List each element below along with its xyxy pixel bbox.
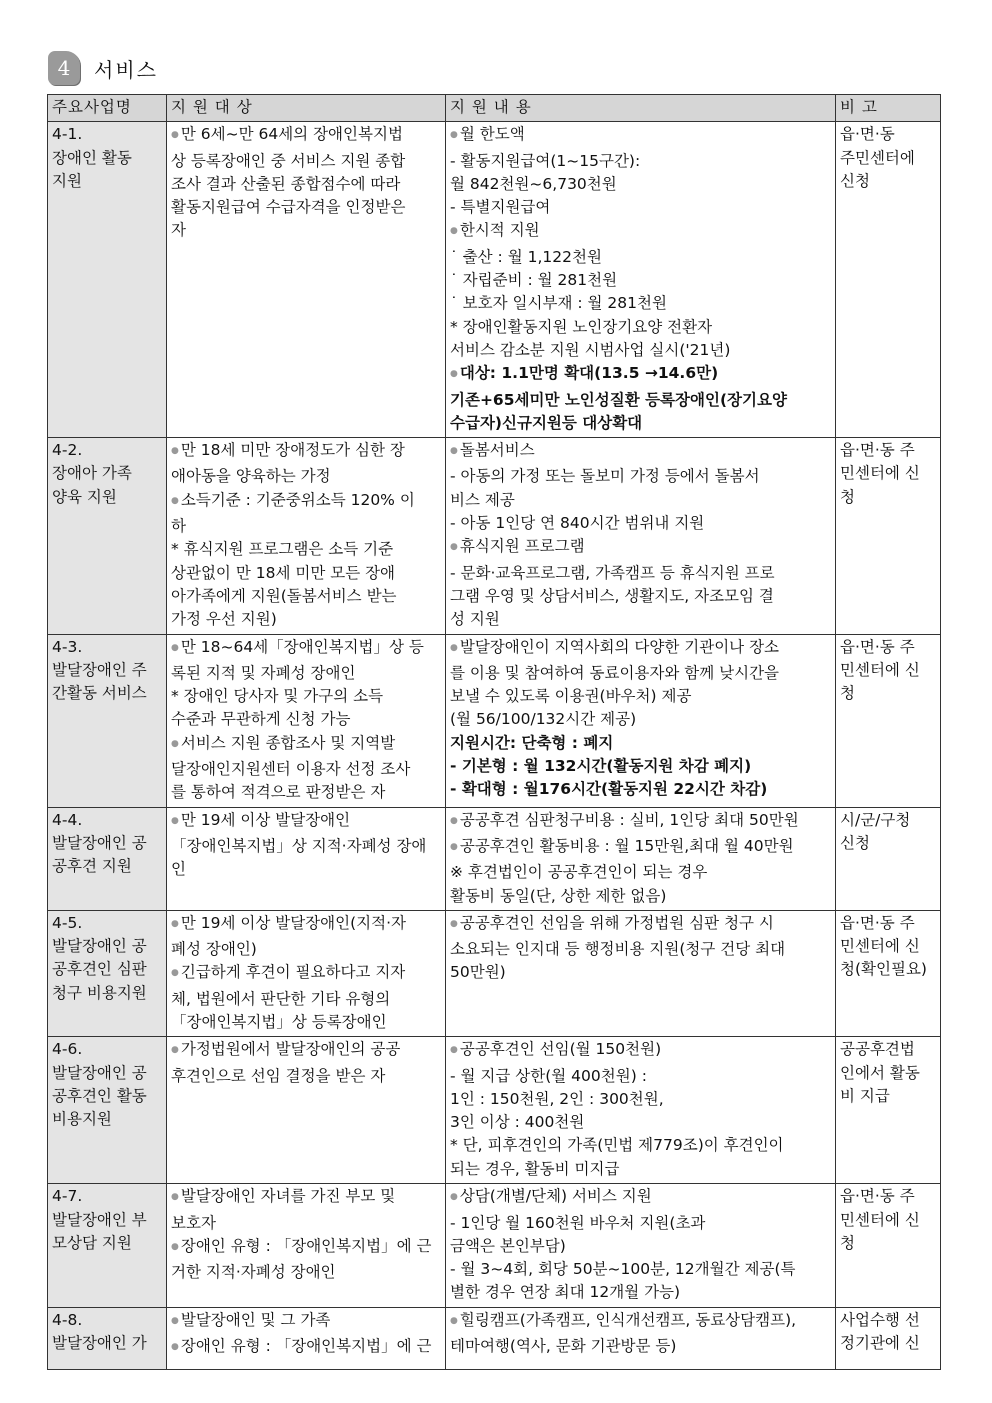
- cell-line: 3인 이상 : 400천원: [450, 1113, 585, 1132]
- cell-line: 활동비 동일(단, 상한 제한 없음): [450, 886, 667, 905]
- note-cell: [836, 1037, 941, 1184]
- note-cell: [836, 634, 941, 807]
- section-number-badge: 4: [48, 51, 80, 85]
- cell-line: 수준과 무관하게 신청 가능: [171, 710, 351, 729]
- cell-line: - 문화·교육프로그램, 가족캠프 등 휴식지원 프로: [450, 563, 775, 582]
- business-name-cell: [48, 1184, 167, 1307]
- cell-line: 청: [840, 684, 855, 703]
- cell-line: ● 돌봄서비스: [450, 439, 831, 465]
- section-title: 서비스: [94, 57, 158, 82]
- cell-line: 공후견 지원: [52, 857, 132, 876]
- cell-line: 애아동을 양육하는 가정: [171, 467, 331, 486]
- header-note: 비 고: [836, 95, 941, 122]
- cell-line: 50만원): [450, 963, 506, 982]
- business-name-cell: [48, 1037, 167, 1184]
- cell-line: * 휴식지원 프로그램은 소득 기준: [171, 540, 394, 559]
- cell-line: 4-5.: [52, 913, 83, 932]
- cell-line: ● 소득기준 : 기준중위소득 120% 이: [171, 489, 441, 515]
- note-cell: [836, 122, 941, 438]
- cell-line: ● 만 19세 이상 발달장애인(지적·자: [171, 912, 441, 938]
- cell-line: 발달장애인 공: [52, 833, 147, 852]
- note-cell: [836, 1307, 941, 1369]
- note-cell: [836, 438, 941, 634]
- note-cell: [836, 807, 941, 910]
- cell-line: 4-6.: [52, 1040, 83, 1059]
- services-table: [47, 94, 941, 1370]
- cell-line: ● 긴급하게 후견이 필요하다고 지자: [171, 961, 441, 987]
- cell-line: - 기본형 : 월 132시간(활동지원 차감 폐지): [450, 757, 752, 776]
- cell-line: ● 만 18세 미만 장애정도가 심한 장: [171, 439, 441, 465]
- cell-line: ● 휴식지원 프로그램: [450, 535, 831, 561]
- support-target-cell: [167, 1307, 446, 1369]
- header-business-name: 주요사업명: [48, 95, 167, 122]
- cell-line: 하: [171, 517, 186, 536]
- cell-line: 인에서 활동: [840, 1063, 920, 1082]
- cell-line: 청(확인필요): [840, 960, 927, 979]
- cell-line: ● 월 한도액: [450, 123, 831, 149]
- header-support-target: 지 원 대 상: [167, 95, 446, 122]
- support-content-cell: [446, 634, 836, 807]
- cell-line: 읍·면·동 주: [840, 441, 915, 460]
- cell-line: 1인 : 150천원, 2인 : 300천원,: [450, 1089, 664, 1108]
- cell-line: ● 발달장애인 및 그 가족: [171, 1309, 441, 1335]
- cell-line: 청: [840, 487, 855, 506]
- cell-line: 발달장애인 공: [52, 937, 147, 956]
- support-content-cell: [446, 1307, 836, 1369]
- cell-line: 4-4.: [52, 810, 83, 829]
- cell-line: 상 등록장애인 중 서비스 지원 종합: [171, 151, 406, 170]
- support-content-cell: [446, 807, 836, 910]
- cell-line: ● 공공후견인 선임을 위해 가정법원 심판 청구 시: [450, 912, 831, 938]
- cell-line: 비 지급: [840, 1086, 890, 1105]
- cell-line: 민센터에 신: [840, 1210, 920, 1229]
- cell-line: - 아동 1인당 연 840시간 범위내 지원: [450, 514, 705, 533]
- cell-line: 비스 제공: [450, 490, 515, 509]
- cell-line: 공후견인 활동: [52, 1086, 147, 1105]
- cell-line: 읍·면·동: [840, 125, 895, 144]
- cell-line: 민센터에 신: [840, 464, 920, 483]
- cell-line: 별한 경우 연장 최대 12개월 가능): [450, 1283, 681, 1302]
- cell-line: 가정 우선 지원): [171, 610, 277, 629]
- support-content-cell: [446, 1037, 836, 1184]
- cell-line: 장애아 가족: [52, 464, 132, 483]
- cell-line: 4-3.: [52, 637, 83, 656]
- support-content-cell: [446, 438, 836, 634]
- cell-line: ● 대상: 1.1만명 확대(13.5 →14.6만): [450, 362, 831, 388]
- cell-line: 사업수행 선: [840, 1310, 920, 1329]
- cell-line: (월 56/100/132시간 제공): [450, 710, 637, 729]
- cell-line: 성 지원: [450, 610, 500, 629]
- cell-line: ● 발달장애인이 지역사회의 다양한 기관이나 장소: [450, 636, 831, 662]
- cell-line: 폐성 장애인): [171, 940, 257, 959]
- cell-line: 「장애인복지법」상 등록장애인: [171, 1012, 387, 1031]
- cell-line: ● 만 19세 이상 발달장애인: [171, 809, 441, 835]
- cell-line: 읍·면·동 주: [840, 913, 915, 932]
- support-target-cell: [167, 634, 446, 807]
- cell-line: 활동지원급여 수급자격을 인정받은: [171, 198, 406, 217]
- support-content-cell: [446, 122, 836, 438]
- support-target-cell: [167, 438, 446, 634]
- cell-line: ● 만 18~64세「장애인복지법」상 등: [171, 636, 441, 662]
- support-content-cell: [446, 1184, 836, 1307]
- cell-line: 테마여행(역사, 문화 기관방문 등): [450, 1337, 677, 1356]
- cell-line: 그램 우영 및 상담서비스, 생활지도, 자조모임 결: [450, 586, 774, 605]
- cell-line: ● 만 6세~만 64세의 장애인복지법: [171, 123, 441, 149]
- cell-line: 4-1.: [52, 125, 83, 144]
- cell-line: * 단, 피후견인의 가족(민법 제779조)이 후견인이: [450, 1136, 784, 1155]
- support-target-cell: [167, 1037, 446, 1184]
- cell-line: 읍·면·동 주: [840, 637, 915, 656]
- support-target-cell: [167, 1184, 446, 1307]
- cell-line: 신청: [840, 171, 870, 190]
- cell-line: 서비스 감소분 지원 시범사업 실시('21년): [450, 340, 731, 359]
- cell-line: - 특별지원급여: [450, 198, 551, 217]
- cell-line: 청구 비용지원: [52, 983, 147, 1002]
- cell-line: ˙ 보호자 일시부재 : 월 281천원: [450, 294, 667, 313]
- table-row: [48, 438, 941, 634]
- cell-line: 공공후견법: [840, 1040, 915, 1059]
- cell-line: 되는 경우, 활동비 미지급: [450, 1159, 620, 1178]
- support-target-cell: [167, 122, 446, 438]
- cell-line: 달장애인지원센터 이용자 선정 조사: [171, 760, 411, 779]
- cell-line: ˙ 출산 : 월 1,122천원: [450, 247, 602, 266]
- cell-line: 상관없이 만 18세 미만 모든 장애: [171, 563, 396, 582]
- cell-line: 월 842천원~6,730천원: [450, 174, 617, 193]
- cell-line: 자: [171, 221, 186, 240]
- table-row: [48, 1184, 941, 1307]
- table-row: [48, 634, 941, 807]
- note-cell: [836, 910, 941, 1036]
- cell-line: 후견인으로 선임 결정을 받은 자: [171, 1066, 386, 1085]
- cell-line: 모상담 지원: [52, 1233, 132, 1252]
- cell-line: 보호자: [171, 1213, 216, 1232]
- cell-line: 인: [171, 860, 186, 879]
- cell-line: - 1인당 월 160천원 바우처 지원(초과: [450, 1213, 706, 1232]
- support-target-cell: [167, 807, 446, 910]
- cell-line: * 장애인활동지원 노인장기요양 전환자: [450, 317, 713, 336]
- cell-line: * 장애인 당사자 및 가구의 소득: [171, 687, 384, 706]
- header-support-content: 지 원 내 용: [446, 95, 836, 122]
- cell-line: 4-8.: [52, 1310, 83, 1329]
- table-row: [48, 1307, 941, 1369]
- section-header: [48, 48, 158, 88]
- business-name-cell: [48, 122, 167, 438]
- business-name-cell: [48, 807, 167, 910]
- cell-line: 수급자)신규지원등 대상확대: [450, 413, 643, 432]
- cell-line: 4-2.: [52, 441, 83, 460]
- cell-line: ● 장애인 유형 : 「장애인복지법」에 근: [171, 1235, 441, 1261]
- cell-line: 신청: [840, 833, 870, 852]
- cell-line: 청: [840, 1233, 855, 1252]
- cell-line: 를 이용 및 참여하여 동료이용자와 함께 낮시간을: [450, 663, 780, 682]
- cell-line: 정기관에 신: [840, 1334, 920, 1353]
- cell-line: 읍·면·동 주: [840, 1187, 915, 1206]
- support-target-cell: [167, 910, 446, 1036]
- cell-line: - 월 3~4회, 회당 50분~100분, 12개월간 제공(특: [450, 1260, 796, 1279]
- cell-line: ● 힐링캠프(가족캠프, 인식개선캠프, 동료상담캠프),: [450, 1309, 831, 1335]
- cell-line: 장애인 활동: [52, 148, 132, 167]
- cell-line: 체, 법원에서 판단한 기타 유형의: [171, 989, 391, 1008]
- cell-line: 아가족에게 지원(돌봄서비스 받는: [171, 586, 397, 605]
- cell-line: 발달장애인 가: [52, 1334, 147, 1353]
- cell-line: 「장애인복지법」상 지적·자폐성 장애: [171, 836, 427, 855]
- cell-line: 지원시간: 단축형 : 폐지: [450, 733, 614, 752]
- cell-line: 양육 지원: [52, 487, 117, 506]
- business-name-cell: [48, 634, 167, 807]
- cell-line: 거한 지적·자폐성 장애인: [171, 1263, 336, 1282]
- note-cell: [836, 1184, 941, 1307]
- cell-line: 금액은 본인부담): [450, 1236, 566, 1255]
- cell-line: - 아동의 가정 또는 돌보미 가정 등에서 돌봄서: [450, 467, 760, 486]
- cell-line: 공후견인 심판: [52, 960, 147, 979]
- cell-line: ● 가정법원에서 발달장애인의 공공: [171, 1038, 441, 1064]
- business-name-cell: [48, 438, 167, 634]
- cell-line: 민센터에 신: [840, 937, 920, 956]
- business-name-cell: [48, 1307, 167, 1369]
- cell-line: 기존+65세미만 노인성질환 등록장애인(장기요양: [450, 390, 787, 409]
- cell-line: - 확대형 : 월176시간(활동지원 22시간 차감): [450, 780, 768, 799]
- cell-line: ● 공공후견 심판청구비용 : 실비, 1인당 최대 50만원: [450, 809, 831, 835]
- cell-line: 민센터에 신: [840, 660, 920, 679]
- support-content-cell: [446, 910, 836, 1036]
- cell-line: 발달장애인 공: [52, 1063, 147, 1082]
- cell-line: ● 공공후견인 활동비용 : 월 15만원,최대 월 40만원: [450, 835, 831, 861]
- cell-line: 지원: [52, 171, 82, 190]
- cell-line: 록된 지적 및 자폐성 장애인: [171, 663, 356, 682]
- cell-line: ● 한시적 지원: [450, 219, 831, 245]
- table-header-row: [48, 95, 941, 122]
- cell-line: ● 공공후견인 선임(월 150천원): [450, 1038, 831, 1064]
- cell-line: 조사 결과 산출된 종합점수에 따라: [171, 174, 401, 193]
- cell-line: 4-7.: [52, 1187, 83, 1206]
- cell-line: ● 장애인 유형 : 「장애인복지법」에 근: [171, 1335, 441, 1361]
- cell-line: 소요되는 인지대 등 행정비용 지원(청구 건당 최대: [450, 940, 786, 959]
- table-row: [48, 910, 941, 1036]
- cell-line: ● 발달장애인 자녀를 가진 부모 및: [171, 1185, 441, 1211]
- table-row: [48, 1037, 941, 1184]
- cell-line: 보낼 수 있도록 이용권(바우처) 제공: [450, 687, 692, 706]
- cell-line: ● 상담(개별/단체) 서비스 지원: [450, 1185, 831, 1211]
- cell-line: 를 통하여 적격으로 판정받은 자: [171, 783, 386, 802]
- table-row: [48, 122, 941, 438]
- cell-line: ˙ 자립준비 : 월 281천원: [450, 271, 618, 290]
- cell-line: 주민센터에: [840, 148, 915, 167]
- cell-line: ※ 후견법인이 공공후견인이 되는 경우: [450, 863, 708, 882]
- cell-line: 발달장애인 주: [52, 660, 147, 679]
- cell-line: 간활동 서비스: [52, 684, 147, 703]
- cell-line: ● 서비스 지원 종합조사 및 지역발: [171, 732, 441, 758]
- cell-line: - 월 지급 상한(월 400천원) :: [450, 1066, 647, 1085]
- cell-line: 시/군/구청: [840, 810, 911, 829]
- business-name-cell: [48, 910, 167, 1036]
- cell-line: 발달장애인 부: [52, 1210, 147, 1229]
- table-row: [48, 807, 941, 910]
- cell-line: 비용지원: [52, 1110, 112, 1129]
- cell-line: - 활동지원급여(1~15구간):: [450, 151, 641, 170]
